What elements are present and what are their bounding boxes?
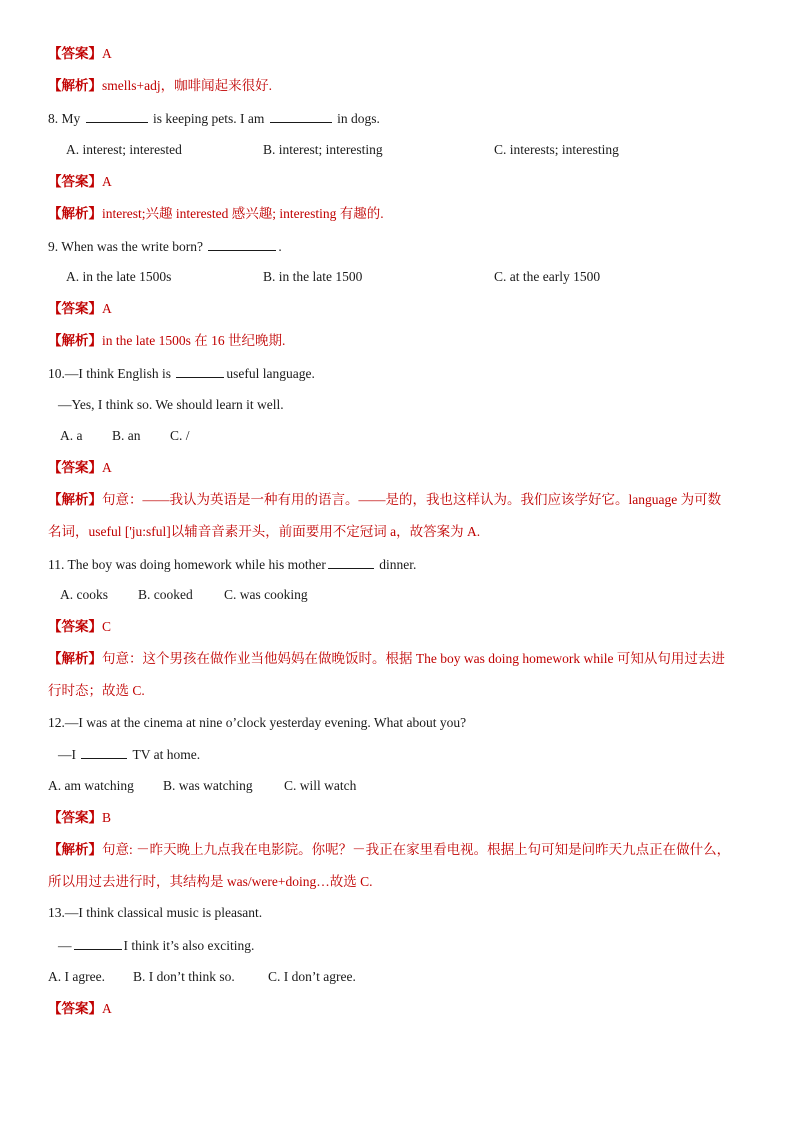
blank	[208, 236, 276, 251]
answer-line	[48, 299, 112, 319]
explanation-text: 句意：——我认为英语是一种有用的语言。——是的，我也这样认为。我们应该学好它。language 为可数	[102, 492, 722, 507]
option-c: C. was cooking	[224, 587, 308, 602]
answer-line	[48, 44, 112, 64]
answer-line	[48, 999, 112, 1019]
explanation-line	[48, 840, 730, 860]
explanation-line	[48, 204, 384, 224]
blank	[176, 363, 224, 378]
option-b: B. in the late 1500	[263, 269, 363, 284]
answer-label: 【答案】	[48, 301, 102, 316]
explanation-label: 【解析】	[48, 78, 102, 93]
blank	[270, 108, 332, 123]
option-c: C. I don’t agree.	[268, 969, 356, 984]
blank	[74, 935, 122, 950]
question-9: 9. When was the write born? .	[48, 236, 282, 257]
answer-label: 【答案】	[48, 46, 102, 61]
answer-line	[48, 172, 112, 192]
option-c: C. will watch	[284, 778, 357, 793]
answer-value: A	[102, 1001, 112, 1016]
option-b: B. I don’t think so.	[133, 969, 235, 984]
answer-line	[48, 808, 111, 828]
explanation-label: 【解析】	[48, 842, 102, 857]
option-c: C. at the early 1500	[494, 269, 601, 284]
explanation-text: 句意：这个男孩在做作业当他妈妈在做晚饭时。根据 The boy was doing homework while 可知从句用过去进	[102, 651, 725, 666]
explanation-continuation: 所以用过去进行时，其结构是 was/were+doing…故选 C.	[48, 874, 373, 889]
answer-value: A	[102, 460, 112, 475]
dialogue-reply: —I TV at home.	[58, 744, 200, 765]
answer-value: A	[102, 46, 112, 61]
option-a: A. in the late 1500s	[66, 269, 172, 284]
option-b: B. cooked	[138, 587, 193, 602]
blank	[81, 744, 127, 759]
answer-value: B	[102, 810, 112, 825]
explanation-label: 【解析】	[48, 333, 102, 348]
blank	[86, 108, 148, 123]
option-c: C. /	[170, 428, 190, 443]
answer-line	[48, 617, 111, 637]
option-b: B. interest; interesting	[263, 142, 383, 157]
question-13: 13.—I think classical music is pleasant.	[48, 905, 263, 920]
answer-label: 【答案】	[48, 1001, 102, 1016]
option-a: A. cooks	[60, 587, 108, 602]
explanation-line	[48, 331, 285, 351]
blank	[328, 554, 374, 569]
option-b: B. an	[112, 428, 141, 443]
explanation-text: 句意: －昨天晚上九点我在电影院。你呢？－我正在家里看电视。根据上句可知是问昨天九点正在做什么，	[102, 842, 731, 857]
dialogue-reply: —Yes, I think so. We should learn it well.	[58, 397, 284, 412]
answer-value: A	[102, 174, 112, 189]
explanation-label: 【解析】	[48, 492, 102, 507]
dialogue-reply: — I think it’s also exciting.	[58, 935, 254, 956]
option-a: A. am watching	[48, 778, 134, 793]
answer-label: 【答案】	[48, 460, 102, 475]
answer-label: 【答案】	[48, 810, 102, 825]
explanation-line	[48, 490, 721, 510]
explanation-label: 【解析】	[48, 206, 102, 221]
answer-line	[48, 458, 112, 478]
question-8: 8. My is keeping pets. I am in dogs.	[48, 108, 380, 129]
option-a: A. I agree.	[48, 969, 105, 984]
answer-value: A	[102, 301, 112, 316]
explanation-text: in the late 1500s 在 16 世纪晚期.	[102, 333, 286, 348]
explanation-text: smells+adj，咖啡闻起来很好.	[102, 78, 272, 93]
explanation-line	[48, 76, 272, 96]
option-c: C. interests; interesting	[494, 142, 619, 157]
option-a: A. interest; interested	[66, 142, 182, 157]
answer-label: 【答案】	[48, 174, 102, 189]
explanation-line	[48, 649, 725, 669]
option-a: A. a	[60, 428, 83, 443]
answer-value: C	[102, 619, 112, 634]
question-10: 10.—I think English is useful language.	[48, 363, 315, 384]
explanation-label: 【解析】	[48, 651, 102, 666]
question-11: 11. The boy was doing homework while his mother dinner.	[48, 554, 416, 575]
question-12: 12.—I was at the cinema at nine o’clock yesterday evening. What about you?	[48, 715, 467, 730]
option-b: B. was watching	[163, 778, 253, 793]
explanation-text: interest;兴趣 interested 感兴趣; interesting 有趣的.	[102, 206, 384, 221]
explanation-continuation: 名词，useful ['ju:sful]以辅音音素开头，前面要用不定冠词 a，故答案为 A.	[48, 524, 481, 539]
answer-label: 【答案】	[48, 619, 102, 634]
explanation-continuation: 行时态；故选 C.	[48, 683, 145, 698]
